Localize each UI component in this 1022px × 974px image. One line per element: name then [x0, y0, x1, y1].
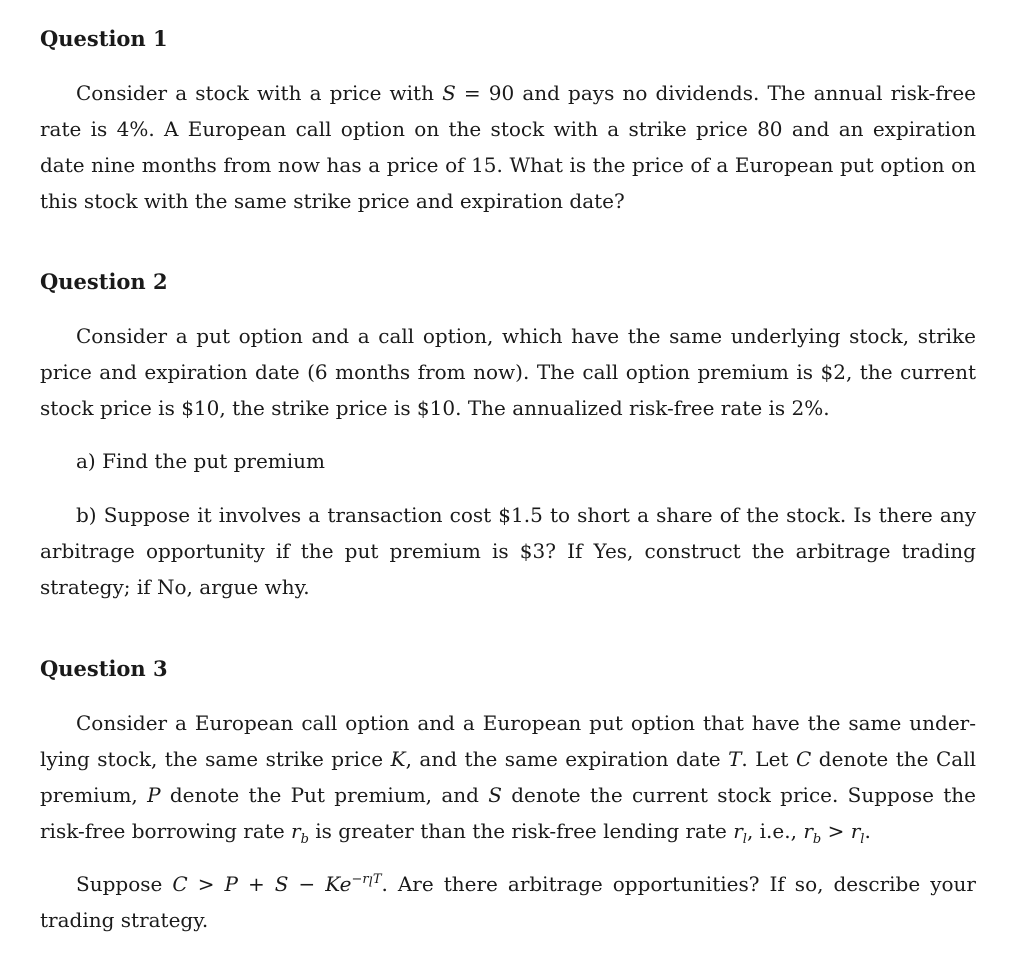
question-2-body: Consider a put option and a call option, which have the same underlying stock, strike price and expiration date (6 months from now). The call option premium is $2, the current stock price is $10, the strike price is $10. The annualized risk-free rate is 2%.	[40, 324, 976, 420]
question-2-part-a: a) Find the put premium	[76, 449, 325, 473]
question-3-condition: Suppose $C > P + S - Ke^{-r_lT}$. Are there arbitrage opportunities? If so, describe your trading strategy.	[40, 872, 976, 932]
question-2-part-b: b) Suppose it involves a transaction cost $1.5 to short a share of the stock. Is there any arbitrage opportunity if the put premium is $3? If Yes, construct the arbitrage trading strategy; if No, argue why.	[40, 503, 976, 599]
question-2-heading: Question 2	[40, 269, 168, 294]
question-1-body: Consider a stock with a price with S = 90 and pays no dividends. The annual risk-free rate is 4%. A European call option on the stock with a strike price 80 and an expiration date nine months from now has a price of 15. What is the price of a European put option on this stock with the same strike price and expiration date?	[40, 81, 977, 213]
question-3-body: Consider a European call option and a European put option that have the same under-lying stock, the same strike price K, and the same expiration date T. Let C denote the Call premium, P denote the Put premium, and S denote the current stock price. Suppose the risk-free borrowing rate $r_b$ is greater than the risk-free lending rate $r_l$, i.e., $r_b > r_l$.	[40, 711, 977, 847]
question-1-heading: Question 1	[40, 26, 168, 51]
question-3-heading: Question 3	[40, 656, 168, 681]
